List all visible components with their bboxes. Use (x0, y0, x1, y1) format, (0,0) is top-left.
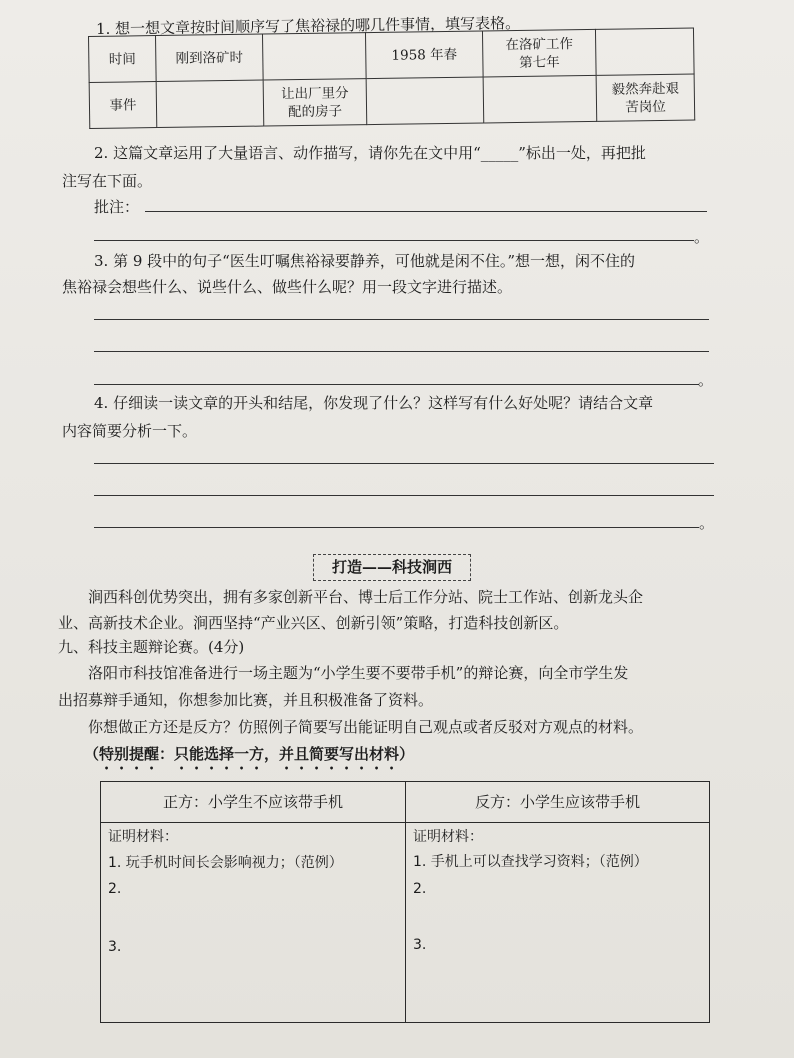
reminder-paren: ） (399, 745, 415, 763)
period-mark: 。 (694, 228, 710, 246)
pro-heading: 正方：小学生不应该带手机 (101, 782, 405, 823)
pro-evidence-3[interactable]: 3. (108, 939, 122, 955)
pro-column (101, 782, 406, 1022)
q2-line2: 注写在下面。 (62, 172, 153, 190)
table-cell (483, 75, 597, 123)
cell-text: 让出厂里分 配的房子 (280, 84, 349, 120)
q3-line2: 焦裕禄会想些什么、说些什么、做些什么呢？用一段文字进行描述。 (62, 278, 513, 296)
reminder-text: 特别提醒：只能选择一方，并且简要写出材料 (99, 745, 400, 763)
section9-heading: 九、科技主题辩论赛。(4分) (58, 638, 245, 656)
table-cell (596, 74, 695, 121)
answer-line[interactable] (94, 384, 699, 385)
reminder-paren: （ (84, 745, 100, 763)
special-reminder (84, 744, 414, 773)
cell-text: 毅然奔赴艰 苦岗位 (611, 80, 680, 116)
q2-annotation-label: 批注： (94, 198, 140, 216)
intro-line2: 业、高新技术企业。涧西坚持“产业兴区、创新引领”策略，打造科技创新区。 (58, 614, 569, 632)
answer-line[interactable] (94, 240, 694, 241)
cell-text: 在洛矿工作 第七年 (505, 35, 574, 71)
con-column (406, 782, 709, 1022)
con-evidence-3[interactable]: 3. (413, 937, 427, 953)
answer-line[interactable] (94, 319, 709, 320)
section-title: 打造——科技涧西 (313, 554, 471, 581)
con-evidence-label: 证明材料： (413, 829, 483, 845)
table-cell: 刚到洛矿时 (156, 34, 264, 81)
table-cell (595, 28, 694, 75)
q2-line1: 2. 这篇文章运用了大量语言、动作描写，请你先在文中用“_____”标出一处，再把批 (94, 144, 646, 162)
table-cell: 时间 (89, 36, 157, 83)
table-cell (366, 77, 484, 125)
debate-table (100, 781, 710, 1023)
period-mark: 。 (698, 371, 714, 389)
q4-line1: 4. 仔细读一读文章的开头和结尾，你发现了什么？这样写有什么好处呢？请结合文章 (94, 394, 654, 412)
section9-p2: 你想做正方还是反方？仿照例子简要写出能证明自己观点或者反驳对方观点的材料。 (88, 718, 644, 736)
answer-line[interactable] (94, 495, 714, 496)
table-cell (482, 29, 596, 77)
table-cell: 1958 年春 (365, 31, 483, 79)
con-heading: 反方：小学生应该带手机 (406, 782, 709, 823)
pro-evidence-1: 1. 玩手机时间长会影响视力；（范例） (108, 855, 343, 871)
section9-p1-line1: 洛阳市科技馆准备进行一场主题为“小学生要不要带手机”的辩论赛，向全市学生发 (88, 664, 629, 682)
q4-line2: 内容简要分析一下。 (62, 422, 198, 440)
con-evidence-2[interactable]: 2. (413, 881, 427, 897)
table-cell (263, 79, 367, 126)
answer-line[interactable] (145, 211, 707, 212)
q3-line1: 3. 第 9 段中的句子“医生叮嘱焦裕禄要静养，可他就是闲不住。”想一想，闲不住的 (94, 252, 635, 270)
intro-line1: 涧西科创优势突出，拥有多家创新平台、博士后工作分站、院士工作站、创新龙头企 (88, 588, 644, 606)
pro-evidence-2[interactable]: 2. (108, 881, 122, 897)
period-mark: 。 (699, 514, 715, 532)
answer-line[interactable] (94, 527, 699, 528)
q1-prompt: 1. 想一想文章按时间顺序写了焦裕禄的哪几件事情，填写表格。 (95, 14, 521, 38)
table-cell (262, 33, 366, 80)
section9-p1-line2: 出招募辩手通知，你想参加比赛，并且积极准备了资料。 (58, 691, 434, 709)
events-table (88, 28, 695, 129)
answer-line[interactable] (94, 463, 714, 464)
pro-evidence-label: 证明材料： (108, 829, 178, 845)
table-cell (156, 80, 264, 127)
answer-line[interactable] (94, 351, 709, 352)
table-cell: 事件 (89, 82, 157, 129)
table-row-event (89, 74, 695, 128)
con-evidence-1: 1. 手机上可以查找学习资料；（范例） (413, 854, 648, 870)
